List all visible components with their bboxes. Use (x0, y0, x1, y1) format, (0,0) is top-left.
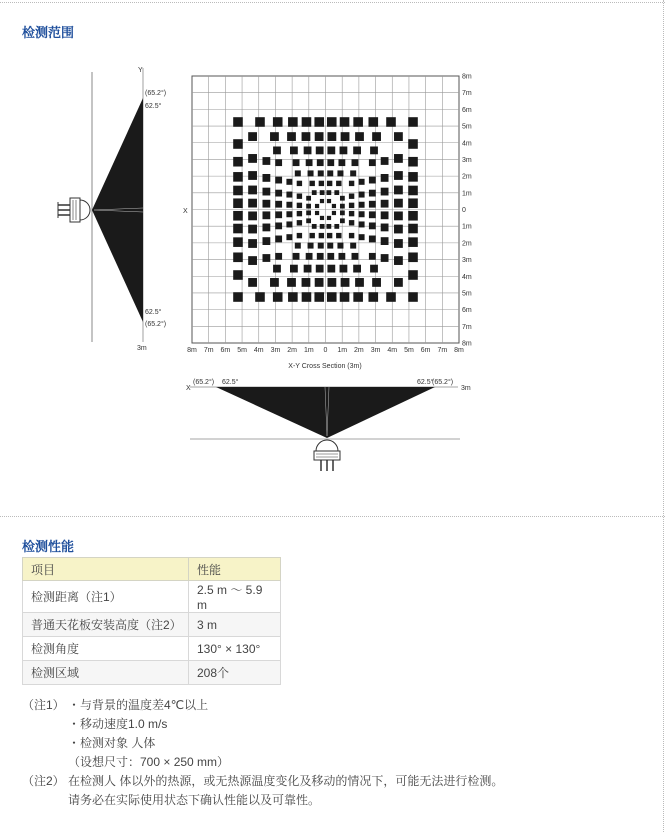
front-x-label: X (186, 385, 191, 392)
detection-zone (275, 177, 282, 184)
grid-y-tick-label: 1m (462, 223, 472, 231)
detection-zone (408, 252, 418, 262)
detection-zone (248, 278, 257, 287)
detection-zone (368, 117, 378, 127)
grid-y-tick-label: 5m (462, 290, 472, 298)
note1-line: ・检测对象 人体 (68, 736, 156, 750)
grid-y-tick-label: 3m (462, 257, 472, 265)
detection-zone (248, 154, 257, 163)
detection-zone (262, 174, 270, 182)
detection-zone (394, 171, 403, 180)
detection-zone (288, 117, 298, 127)
side-height-label: 3m (137, 345, 147, 352)
detection-zone (381, 188, 389, 196)
detection-zone (233, 117, 243, 127)
front-right-angle-inner: 62.5° (417, 379, 434, 386)
detection-zone (370, 146, 378, 154)
table-row (23, 581, 281, 613)
detection-zone (394, 256, 403, 265)
detection-zone (302, 278, 311, 287)
detection-zone (255, 292, 265, 302)
grid-x-tick-label: 3m (370, 347, 381, 354)
detection-zone (359, 192, 365, 198)
detection-zone (262, 188, 270, 196)
detection-zone (248, 186, 257, 195)
grid-x-tick-label: 5m (237, 347, 247, 354)
row-label: 检测距离（注1） (23, 581, 189, 613)
detection-zone (381, 200, 389, 208)
detection-zone (233, 139, 243, 149)
detection-zone (302, 117, 312, 127)
detection-zone (352, 253, 359, 260)
detection-zone (233, 211, 243, 221)
detection-zone (304, 146, 312, 154)
side-angle-top-outer: (65.2°) (145, 90, 167, 97)
detection-zone (275, 236, 282, 243)
detection-zone (233, 172, 243, 182)
detection-zone (408, 224, 418, 234)
detection-zone (386, 292, 396, 302)
detection-zone (355, 278, 364, 287)
detection-zone (273, 265, 281, 273)
front-height-label: 3m (461, 385, 471, 392)
detection-zone (248, 211, 257, 220)
detection-zone (315, 211, 319, 215)
detection-zone (314, 117, 324, 127)
detection-zone (327, 181, 332, 186)
detection-zone (293, 253, 300, 260)
detection-zone (320, 224, 325, 229)
detection-zone (262, 224, 270, 232)
grid-y-tick-label: 1m (462, 190, 472, 198)
row-value: 130° × 130° (189, 637, 281, 661)
detection-zone (306, 253, 313, 260)
detection-zone (368, 292, 378, 302)
grid-y-tick-label: 7m (462, 323, 472, 331)
detection-zone (359, 202, 365, 208)
detection-zone (369, 190, 376, 197)
detection-zone (275, 211, 282, 218)
grid-y-tick-label: 4m (462, 140, 472, 148)
detection-zone (297, 181, 302, 186)
detection-zone (275, 201, 282, 208)
detection-zone (306, 210, 311, 215)
detection-zone (370, 265, 378, 273)
grid-x-tick-label: 7m (203, 347, 214, 354)
detection-zone (320, 216, 324, 220)
detection-zone (297, 194, 302, 199)
grid-y-tick-label: 8m (462, 73, 472, 81)
detection-zone (248, 225, 257, 234)
header-item: 项目 (23, 558, 189, 581)
detection-zone (326, 190, 331, 195)
detection-zone (290, 146, 298, 154)
grid-x-tick-label: 6m (420, 347, 431, 354)
detection-zone (288, 292, 298, 302)
detection-zone (352, 159, 359, 166)
detection-zone (372, 278, 381, 287)
detection-zone (287, 278, 296, 287)
section-title-detection-performance: 检测性能 (22, 539, 75, 554)
detection-zone (312, 224, 317, 229)
side-angle-bottom-inner: 62.5° (145, 309, 162, 316)
detection-zone (319, 181, 324, 186)
detection-zone (369, 177, 376, 184)
detection-zone (318, 170, 324, 176)
detection-range-diagram (0, 60, 665, 490)
detection-zone (286, 202, 292, 208)
detection-zone (275, 190, 282, 197)
row-value: 208个 (189, 661, 281, 685)
detection-zone (334, 190, 339, 195)
detection-zone (394, 239, 403, 248)
detection-zone (315, 278, 324, 287)
detection-zone (349, 220, 354, 225)
detection-zone (369, 222, 376, 229)
spec-table (22, 557, 281, 685)
detection-zone (350, 243, 356, 249)
detection-zone (286, 211, 292, 217)
grid-y-tick-label: 4m (462, 273, 472, 281)
detection-zone (369, 236, 376, 243)
grid-x-tick-label: 1m (337, 347, 348, 354)
grid-y-tick-label: 6m (462, 106, 472, 114)
grid-x-tick-label: 3m (270, 347, 281, 354)
row-value: 2.5 m ～ 5.9 m (189, 581, 281, 613)
detection-zone (233, 224, 243, 234)
detection-zone (332, 204, 336, 208)
detection-zone (334, 224, 339, 229)
detection-zone (306, 204, 311, 209)
detection-zone (340, 146, 348, 154)
grid-x-tick-label: 2m (354, 347, 364, 354)
detection-zone (338, 253, 345, 260)
detection-zone (295, 243, 301, 249)
detection-zone (408, 186, 418, 196)
detection-zone (338, 159, 345, 166)
detection-zone (332, 211, 336, 215)
detection-zone (327, 253, 334, 260)
detection-zone (327, 146, 335, 154)
grid-y-tick-label: 2m (462, 173, 472, 181)
detection-zone (355, 132, 364, 141)
detection-zone (408, 198, 418, 208)
detection-zone (310, 181, 315, 186)
detection-zone (369, 211, 376, 218)
sensor-front-icon (314, 440, 340, 471)
detection-zone (340, 292, 350, 302)
row-label: 普通天花板安装高度（注2） (23, 613, 189, 637)
detection-zone (262, 200, 270, 208)
detection-zone (262, 254, 270, 262)
front-left-angle-inner: 62.5° (222, 379, 239, 386)
detection-zone (349, 194, 354, 199)
detection-zone (349, 181, 354, 186)
detection-zone (394, 278, 403, 287)
detection-zone (337, 243, 343, 249)
detection-zone (327, 117, 337, 127)
detection-zone (306, 218, 311, 223)
detection-zone (248, 132, 257, 141)
note1-label: （注1） (22, 698, 65, 712)
detection-zone (327, 132, 336, 141)
detection-zone (290, 265, 298, 273)
detection-zone (320, 190, 325, 195)
detection-zone (273, 146, 281, 154)
detection-zone (408, 139, 418, 149)
detection-zone (248, 171, 257, 180)
side-view (58, 67, 188, 352)
detection-zone (233, 252, 243, 262)
detection-zone (308, 243, 314, 249)
note1-line: ・移动速度1.0 m/s (68, 717, 168, 731)
side-x-label: X (183, 208, 188, 215)
grid-x-tick-label: 6m (220, 347, 231, 354)
detection-zone (327, 292, 337, 302)
detection-zone (349, 203, 354, 208)
front-left-angle-outer: (65.2°) (193, 379, 215, 386)
detection-zone (320, 199, 324, 203)
detection-zone (394, 225, 403, 234)
detection-zone (316, 146, 324, 154)
detection-zone (297, 211, 302, 216)
detection-zone (369, 159, 376, 166)
side-y-label: Y (138, 67, 143, 74)
detection-zone (369, 253, 376, 260)
sensor-side-icon (58, 198, 90, 222)
detection-zone (304, 265, 312, 273)
detection-zone (248, 199, 257, 208)
detection-zone (381, 224, 389, 232)
detection-zone (306, 196, 311, 201)
detection-zone (359, 179, 365, 185)
detection-zone (381, 211, 389, 219)
detection-zone (408, 237, 418, 247)
detection-zone (359, 221, 365, 227)
detection-zone (316, 265, 324, 273)
detection-zone (314, 292, 324, 302)
detection-zone (287, 132, 296, 141)
detection-zone (408, 211, 418, 221)
detection-zone (326, 224, 331, 229)
note1-line: （设想尺寸：700 × 250 mm） (68, 755, 230, 769)
detection-zone (293, 159, 300, 166)
note1-line: ・与背景的温度差4℃以上 (68, 698, 209, 712)
note1 (22, 696, 503, 715)
detection-zone (372, 132, 381, 141)
detection-zone (297, 220, 302, 225)
detection-zone (286, 179, 292, 185)
row-label: 检测角度 (23, 637, 189, 661)
detection-zone (233, 198, 243, 208)
detection-zone (308, 170, 314, 176)
detection-zone (340, 204, 345, 209)
detection-zone (359, 211, 365, 217)
detection-zone (327, 170, 333, 176)
grid-x-tick-label: 0 (323, 347, 328, 354)
detection-zone (319, 233, 324, 238)
note2-line: 在检测人 体以外的热源，或无热源温度变化及移动的情况下，可能无法进行检测。 (68, 774, 504, 788)
grid-caption: X-Y Cross Section (3m) (288, 363, 362, 370)
detection-zone (353, 146, 361, 154)
detection-zone (248, 256, 257, 265)
detection-zone (381, 254, 389, 262)
detection-zone (297, 233, 302, 238)
xy-cross-section-grid (187, 74, 472, 371)
detection-zone (381, 174, 389, 182)
detection-zone (327, 243, 333, 249)
side-angle-bottom-outer: (65.2°) (145, 321, 167, 328)
detection-zone (327, 159, 334, 166)
detection-zone (340, 117, 350, 127)
detection-zone (233, 186, 243, 196)
detection-zone (233, 157, 243, 167)
grid-x-tick-label: 4m (387, 347, 398, 354)
detection-zone (408, 157, 418, 167)
detection-zone (262, 237, 270, 245)
grid-x-tick-label: 7m (437, 347, 448, 354)
detection-zone (394, 132, 403, 141)
detection-zone (381, 157, 389, 165)
grid-y-tick-label: 2m (462, 240, 472, 248)
detection-zone (286, 234, 292, 240)
detection-zone (353, 265, 361, 273)
note2-line: 请务必在实际使用状态下确认性能以及可靠性。 (68, 793, 321, 807)
detection-zone (310, 233, 315, 238)
detection-zone (317, 253, 324, 260)
table-row (23, 613, 281, 637)
detection-zone (248, 239, 257, 248)
detection-zone (394, 199, 403, 208)
detection-zone (286, 221, 292, 227)
detection-zone (386, 117, 396, 127)
detection-zone (341, 278, 350, 287)
detection-zone (255, 117, 265, 127)
detection-zone (408, 117, 418, 127)
detection-zone (353, 292, 363, 302)
detection-zone (273, 117, 283, 127)
header-performance: 性能 (189, 558, 281, 581)
grid-x-tick-label: 4m (253, 347, 264, 354)
top-divider (0, 2, 665, 3)
side-angle-top-inner: 62.5° (145, 103, 162, 110)
detection-zone (302, 132, 311, 141)
detection-zone (275, 222, 282, 229)
row-label: 检测区域 (23, 661, 189, 685)
detection-zone (394, 211, 403, 220)
grid-y-tick-label: 7m (462, 90, 472, 98)
table-row (23, 661, 281, 685)
detection-zone (340, 265, 348, 273)
grid-y-tick-label: 0 (462, 207, 466, 214)
grid-x-tick-label: 8m (454, 347, 464, 354)
detection-zone (295, 170, 301, 176)
detection-zone (359, 234, 365, 240)
detection-zone (275, 253, 282, 260)
note2 (22, 772, 503, 791)
detection-zone (369, 201, 376, 208)
detection-zone (336, 181, 341, 186)
detection-zone (350, 170, 356, 176)
detection-zone (233, 270, 243, 280)
grid-y-tick-label: 5m (462, 123, 472, 131)
note2-label: （注2） (22, 774, 65, 788)
detection-zone (408, 172, 418, 182)
detection-zone (262, 157, 270, 165)
detection-zone (315, 132, 324, 141)
detection-zone (270, 278, 279, 287)
detection-zone (302, 292, 312, 302)
detection-zone (327, 278, 336, 287)
detection-zone (327, 233, 332, 238)
detection-zone (336, 233, 341, 238)
detection-zone (394, 154, 403, 163)
notes (22, 696, 503, 810)
spec-table-header (23, 558, 281, 581)
detection-zone (233, 292, 243, 302)
detection-zone (341, 132, 350, 141)
detection-zone (327, 199, 331, 203)
detection-zone (353, 117, 363, 127)
detection-zone (408, 270, 418, 280)
row-value: 3 m (189, 613, 281, 637)
grid-y-tick-label: 8m (462, 340, 472, 348)
front-view (186, 378, 471, 471)
detection-zone (381, 237, 389, 245)
detection-zone (340, 210, 345, 215)
detection-zone (233, 237, 243, 247)
detection-zone (306, 159, 313, 166)
detection-zone (315, 204, 319, 208)
detection-zone (275, 159, 282, 166)
detection-zone (337, 170, 343, 176)
detection-zone (340, 218, 345, 223)
detection-zone (318, 243, 324, 249)
detection-zone (297, 203, 302, 208)
detection-zone (408, 292, 418, 302)
detection-zone (327, 216, 331, 220)
section-title-detection-range: 检测范围 (22, 25, 75, 40)
detection-zone (340, 196, 345, 201)
detection-zone (273, 292, 283, 302)
section-divider (0, 516, 665, 517)
grid-x-tick-label: 1m (303, 347, 314, 354)
detection-zone (317, 159, 324, 166)
detection-zone (327, 265, 335, 273)
detection-zone (349, 233, 354, 238)
detection-zone (394, 186, 403, 195)
detection-zone (312, 190, 317, 195)
grid-x-tick-label: 5m (404, 347, 414, 354)
detection-zone (262, 211, 270, 219)
grid-y-tick-label: 3m (462, 156, 472, 164)
front-right-angle-outer: (65.2°) (432, 379, 454, 386)
table-row (23, 637, 281, 661)
grid-x-tick-label: 2m (287, 347, 297, 354)
detection-zone (349, 211, 354, 216)
detection-zone (286, 192, 292, 198)
grid-x-tick-label: 8m (187, 347, 197, 354)
detection-zone (270, 132, 279, 141)
grid-y-tick-label: 6m (462, 307, 472, 315)
